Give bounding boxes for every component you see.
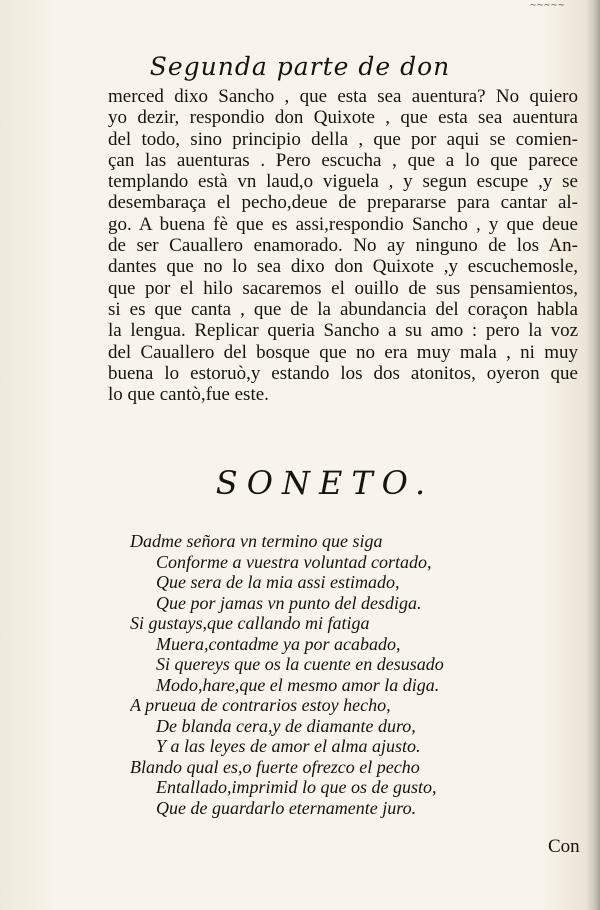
prose-paragraph [108,86,578,405]
page-edge-shadow [586,0,600,910]
verse-line: De blanda cera,y de diamante duro, [156,715,416,736]
verse-line: Y a las leyes de amor el alma ajusto. [156,736,421,756]
verse-line: Que por jamas vn punto del desdiga. [156,592,422,613]
verse-line: Muera,contadme ya por acabado, [156,633,401,654]
text-line: del Cauallero del bosque que no era muy mala , ni muy [108,341,578,363]
text-line: de ser Cauallero enamorado. No ay ninguno de los An- [108,235,578,257]
text-line: que por el hilo sacaremos el ouillo de sus pensamientos, [108,277,578,299]
text-line: dantes que no lo sea dixo don Quixote ,y escuchemosle, [108,256,578,278]
verse-line: Entallado,imprimid lo que os de gusto, [156,777,437,797]
verse-line: Blando qual es,o fuerte ofrezco el pecho [130,756,420,777]
sonnet-title: SONETO. [215,464,435,502]
verse-line: Si gustays,que callando mi fatiga [130,613,370,633]
text-line: templando està vn laud,o viguela , y segun escupe ,y se [108,171,578,193]
text-line: lo que cantò,fue este. [108,384,269,406]
text-line: del todo, sino principio della , que por aqui se comien- [108,128,578,150]
verse-line: Modo,hare,que el mesmo amor la diga. [156,674,440,695]
text-line: yo dezir, respondio don Quixote , que esta sea auentura [108,107,578,129]
page-edge-marks: ~~~~~ [530,0,566,11]
text-line: la lengua. Replicar queria Sancho a su amo : pero la voz [108,320,578,342]
verse-line: Conforme a vuestra voluntad cortado, [156,551,432,572]
text-line: desembaraça el pecho,deue de prepararse para cantar al- [108,192,578,214]
verse-line: Que sera de la mia assi estimado, [156,572,400,592]
text-line: buena lo estoruò,y estando los dos atonitos, oyeron que [108,362,578,384]
running-head: Segunda parte de don [149,52,451,81]
verse-line: Si quereys que os la cuente en desusado [156,654,444,674]
text-line: merced dixo Sancho , que esta sea auentura? No quiero [108,86,578,107]
catchword: Con [548,836,580,857]
text-line: si es que canta , que de la abundancia del coraçon habla [108,298,578,320]
sonnet-verses [130,531,570,818]
verse-line: A prueua de contrarios estoy hecho, [130,695,391,715]
verse-line: Que de guardarlo eternamente juro. [156,797,417,818]
verse-line: Dadme señora vn termino que siga [130,531,383,551]
text-line: çan las auenturas . Pero escucha , que a lo que parece [108,149,578,171]
text-line: go. A buena fè que es assi,respondio Sancho , y que deue [108,213,578,235]
